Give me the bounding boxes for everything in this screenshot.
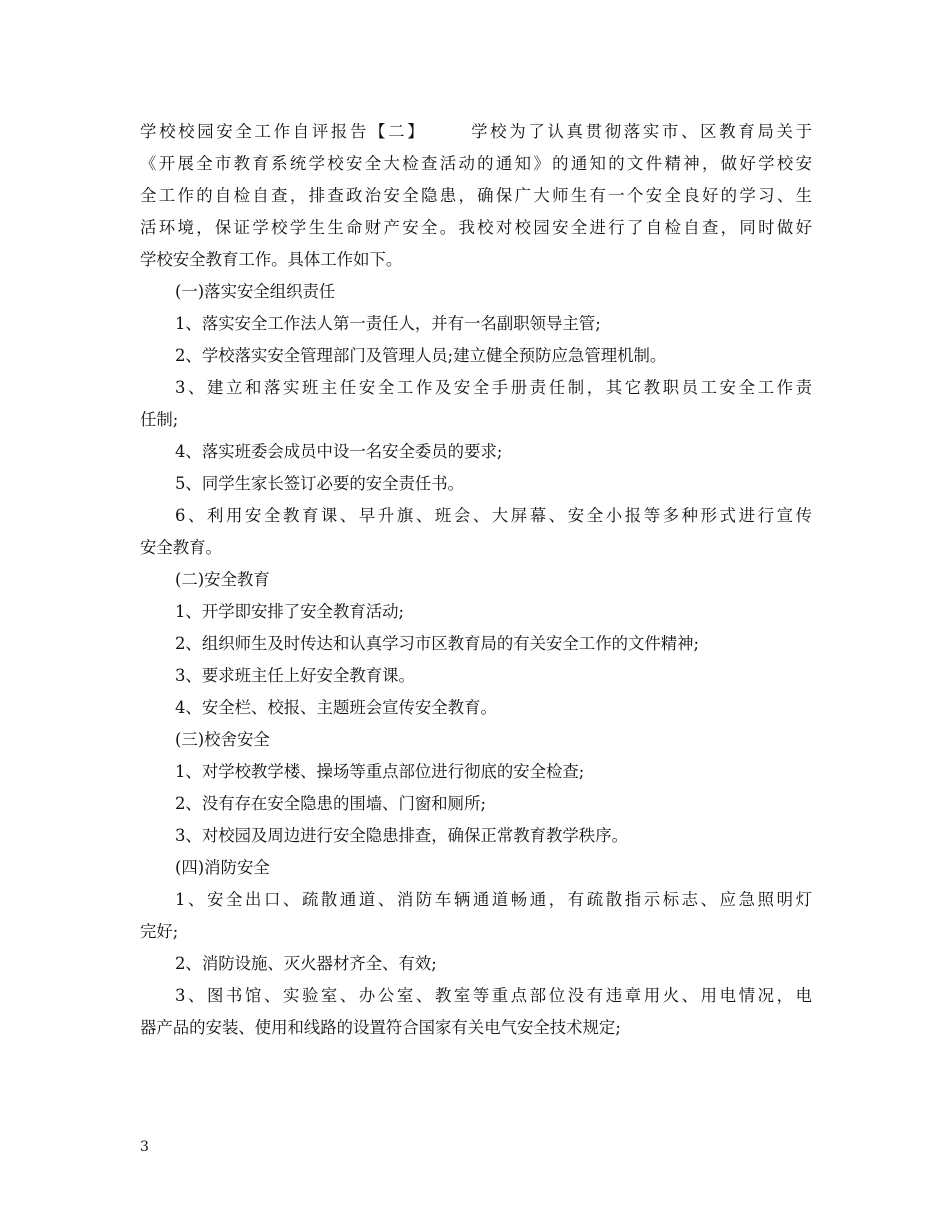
section-1-item-2: 2、学校落实安全管理部门及管理人员;建立健全预防应急管理机制。 [175,346,667,365]
section-1-item-6-line-2: 安全教育。 [140,538,222,557]
section-3-item-1: 1、对学校教学楼、操场等重点部位进行彻底的安全检查; [175,762,585,781]
section-1-item-1: 1、落实安全工作法人第一责任人，并有一名副职领导主管; [175,314,601,333]
section-3-item-2: 2、没有存在安全隐患的围墙、门窗和厕所; [175,794,486,813]
intro-line-1 [140,116,812,148]
section-1-item-5: 5、同学生家长签订必要的安全责任书。 [175,474,465,493]
section-1-item-3-line-1: 3、建立和落实班主任安全工作及安全手册责任制，其它教职员工安全工作责 [175,378,812,397]
intro-line-3: 全工作的自检自查，排查政治安全隐患，确保广大师生有一个安全良好的学习、生 [140,186,812,205]
intro-line-2: 《开展全市教育系统学校安全大检查活动的通知》的通知的文件精神，做好学校安 [140,154,812,173]
section-4-item-3-line-1: 3、图书馆、实验室、办公室、教室等重点部位没有违章用火、用电情况，电 [175,986,812,1005]
page-number: 3 [140,1139,149,1155]
section-2-item-4: 4、安全栏、校报、主题班会宣传安全教育。 [175,698,497,717]
section-1-item-4: 4、落实班委会成员中设一名安全委员的要求; [175,442,503,461]
section-3-heading: (三)校舍安全 [175,730,270,749]
document-body [140,116,812,1044]
section-2-heading: (二)安全教育 [175,570,270,589]
section-4-heading: (四)消防安全 [175,858,270,877]
intro-line-4: 活环境，保证学校学生生命财产安全。我校对校园安全进行了自检自查，同时做好 [140,218,812,237]
section-4-item-2: 2、消防设施、灭火器材齐全、有效; [175,954,437,973]
intro-text-start: 学校为了认真贯彻落实市、区教育局关于 [468,122,812,141]
intro-line-5: 学校安全教育工作。具体工作如下。 [140,250,403,269]
section-4-item-1-line-2: 完好; [140,922,179,941]
section-3-item-3: 3、对校园及周边进行安全隐患排查，确保正常教育教学秩序。 [175,826,628,845]
section-1-item-3-line-2: 任制; [140,410,179,429]
report-title: 学校校园安全工作自评报告【二】 [140,122,427,141]
section-2-item-2: 2、组织师生及时传达和认真学习市区教育局的有关安全工作的文件精神; [175,634,700,653]
section-1-heading: (一)落实安全组织责任 [175,282,336,301]
section-2-item-3: 3、要求班主任上好安全教育课。 [175,666,415,685]
section-4-item-1-line-1: 1、安全出口、疏散通道、消防车辆通道畅通，有疏散指示标志、应急照明灯 [175,890,812,909]
section-1-item-6-line-1: 6、利用安全教育课、早升旗、班会、大屏幕、安全小报等多种形式进行宣传 [175,506,812,525]
section-4-item-3-line-2: 器产品的安装、使用和线路的设置符合国家有关电气安全技术规定; [140,1018,621,1037]
section-2-item-1: 1、开学即安排了安全教育活动; [175,602,405,621]
